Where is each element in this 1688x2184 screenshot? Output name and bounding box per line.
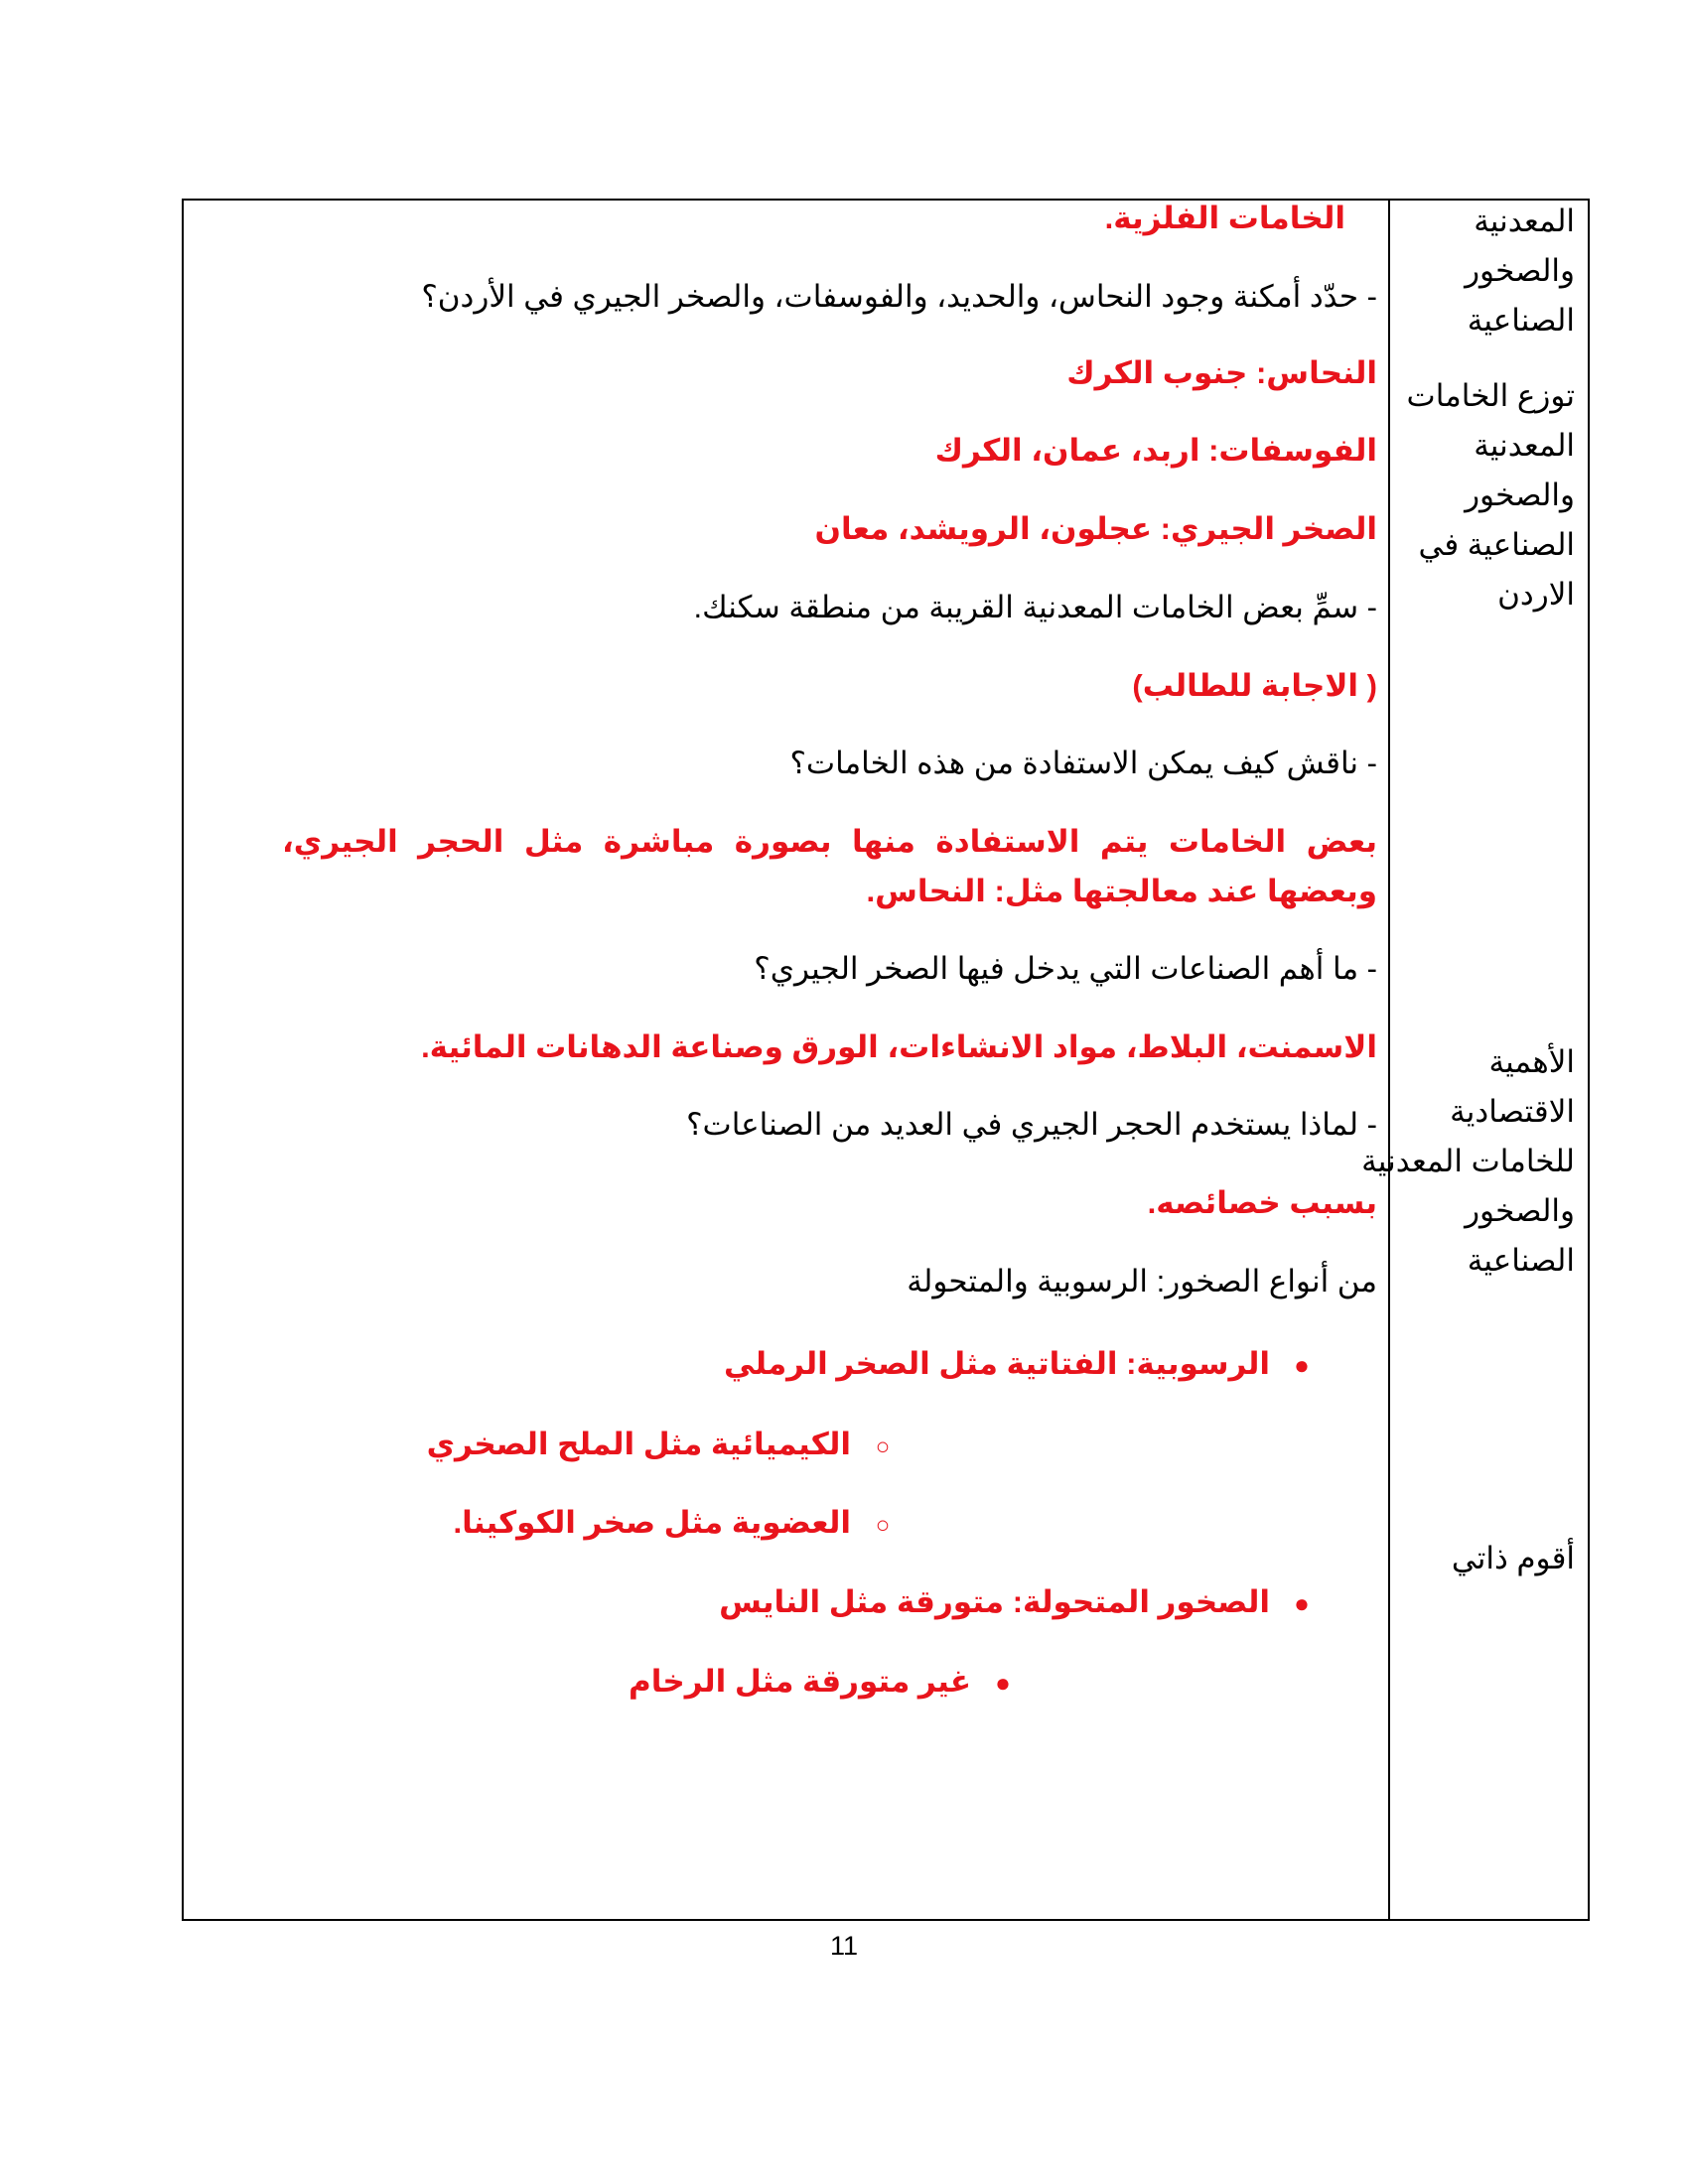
- bullet-non-foliated: [629, 1662, 1035, 1703]
- question-6: من أنواع الصخور: الرسوبية والمتحولة: [907, 1264, 1377, 1298]
- question-1: - حدّد أمكنة وجود النحاس، والحديد، والفوسفات، والصخر الجيري في الأردن؟: [421, 279, 1377, 314]
- bullet-sedimentary: [724, 1344, 1334, 1385]
- circle-bullet-icon: ○: [875, 1512, 891, 1539]
- bullet-metamorphic-text: الصخور المتحولة: متورقة مثل النايس: [719, 1584, 1270, 1619]
- circle-bullet-icon: ○: [875, 1433, 891, 1460]
- answer-3: بعض الخامات يتم الاستفادة منها بصورة مباشرة مثل الحجر الجيري، وبعضها عند معالجتها مثل: النحاس.: [282, 824, 1377, 908]
- answer-limestone: الصخر الجيري: عجلون، الرويشد، معان: [814, 511, 1377, 546]
- answer-phosphate: الفوسفات: اربد، عمان، الكرك: [934, 433, 1377, 468]
- bullet-non-foliated-text: غير متورقة مثل الرخام: [629, 1664, 971, 1699]
- section-heading: الخامات الفلزية.: [1104, 201, 1345, 235]
- answer-5: بسبب خصائصه.: [1147, 1185, 1377, 1220]
- bullet-metamorphic: [719, 1582, 1334, 1623]
- side-topic-block-3: الأهمية الاقتصادية للخامات المعدنية والصخور الصناعية: [1361, 1044, 1575, 1278]
- question-2: - سمِّ بعض الخامات المعدنية القريبة من منطقة سكنك.: [693, 590, 1377, 624]
- answer-copper: النحاس: جنوب الكرك: [1066, 355, 1377, 390]
- question-4: - ما أهم الصناعات التي يدخل فيها الصخر الجيري؟: [754, 951, 1377, 986]
- disc-bullet-icon: ●: [1294, 1350, 1310, 1380]
- side-topic-block-2: توزع الخامات المعدنية والصخور الصناعية في الاردن: [1406, 378, 1575, 612]
- bullet-chemical: [427, 1425, 914, 1467]
- page-number: 11: [829, 1931, 859, 1961]
- question-3: - ناقش كيف يمكن الاستفادة من هذه الخامات؟: [789, 746, 1377, 780]
- disc-bullet-icon: ●: [995, 1668, 1011, 1698]
- bullet-organic-text: العضوية مثل صخر الكوكينا.: [453, 1505, 851, 1540]
- bullet-organic: [454, 1503, 914, 1546]
- side-topic-block-1: المعدنية والصخور الصناعية: [1465, 204, 1575, 338]
- answer-2: ( الاجابة للطالب): [1132, 668, 1377, 703]
- bullet-sedimentary-text: الرسوبية: الفتاتية مثل الصخر الرملي: [723, 1346, 1270, 1381]
- side-topic-block-4: أقوم ذاتي: [1451, 1541, 1575, 1575]
- bullet-chemical-text: الكيميائية مثل الملح الصخري: [426, 1427, 851, 1461]
- disc-bullet-icon: ●: [1294, 1588, 1310, 1618]
- answer-4: الاسمنت، البلاط، مواد الانشاءات، الورق وصناعة الدهانات المائية.: [421, 1029, 1377, 1064]
- question-5: - لماذا يستخدم الحجر الجيري في العديد من الصناعات؟: [686, 1107, 1377, 1142]
